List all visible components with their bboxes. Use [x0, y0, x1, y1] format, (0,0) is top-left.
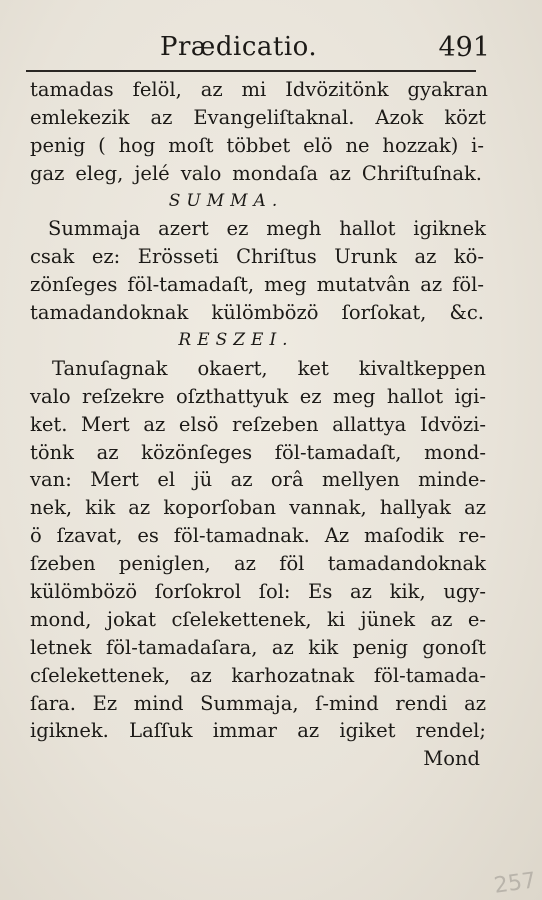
body-text	[0, 76, 542, 773]
text-line-8: zönſeges föl-tamadaſt, meg mutatvân az föl-	[30, 273, 484, 297]
text-line-2: emlekezik az Evangeliſtaknal. Azok közt	[30, 105, 486, 129]
text-line-23: ſara. Ez mind Summaja, ſ-mind rendi az	[30, 691, 486, 715]
text-line-14: tönk az közönſeges föl-tamadaſt, mond-	[30, 440, 486, 464]
text-line-22: cſelekettenek, az karhozatnak föl-tamada-	[30, 663, 486, 687]
running-head	[0, 28, 542, 68]
running-title: Prædicatio.	[160, 32, 318, 62]
text-line-15: van: Mert el jü az orâ mellyen minde-	[30, 468, 486, 492]
pencil-folio-note: 257	[492, 868, 538, 899]
text-line-9: tamadandoknak külömbözö ſorſokat, &c.	[30, 301, 484, 325]
catchword: Mond	[423, 747, 480, 771]
section-heading-reszei: RESZEI.	[178, 330, 294, 351]
text-line-19: külömbözö ſorſokrol ſol: Es az kik, ugy-	[30, 580, 486, 604]
section-heading-summa: SUMMA.	[168, 190, 284, 211]
text-line-7: csak ez: Erösseti Chriſtus Urunk az kö-	[30, 245, 484, 269]
text-line-4: gaz eleg, jelé valo mondaſa az Chriſtuſnak.	[30, 161, 482, 185]
text-line-18: ſzeben peniglen, az föl tamadandoknak	[30, 552, 486, 576]
text-line-21: letnek föl-tamadaſara, az kik penig gonoſt	[30, 635, 486, 659]
text-line-13: ket. Mert az elsö reſzeben allattya Idvözi-	[30, 412, 486, 436]
text-line-24: igiknek. Laſſuk immar az igiket rendel;	[30, 719, 486, 743]
text-line-6: Summaja azert ez megh hallot igiknek	[48, 217, 486, 241]
text-line-12: valo reſzekre oſzthattyuk ez meg hallot igi-	[30, 384, 486, 408]
text-line-3: penig ( hog moſt többet elö ne hozzak) i-	[30, 133, 484, 157]
text-line-20: mond, jokat cſelekettenek, ki jünek az e-	[30, 607, 486, 631]
text-line-16: nek, kik az koporſoban vannak, hallyak az	[30, 496, 486, 520]
text-line-11: Tanuſagnak okaert, ket kivaltkeppen	[52, 356, 486, 380]
text-line-17: ö ſzavat, es föl-tamadnak. Az maſodik re-	[30, 524, 486, 548]
text-line-1: tamadas felöl, az mi Idvözitönk gyakran	[30, 78, 488, 101]
page-number: 491	[438, 32, 490, 63]
header-rule	[26, 70, 476, 72]
catchword-row	[0, 745, 542, 773]
